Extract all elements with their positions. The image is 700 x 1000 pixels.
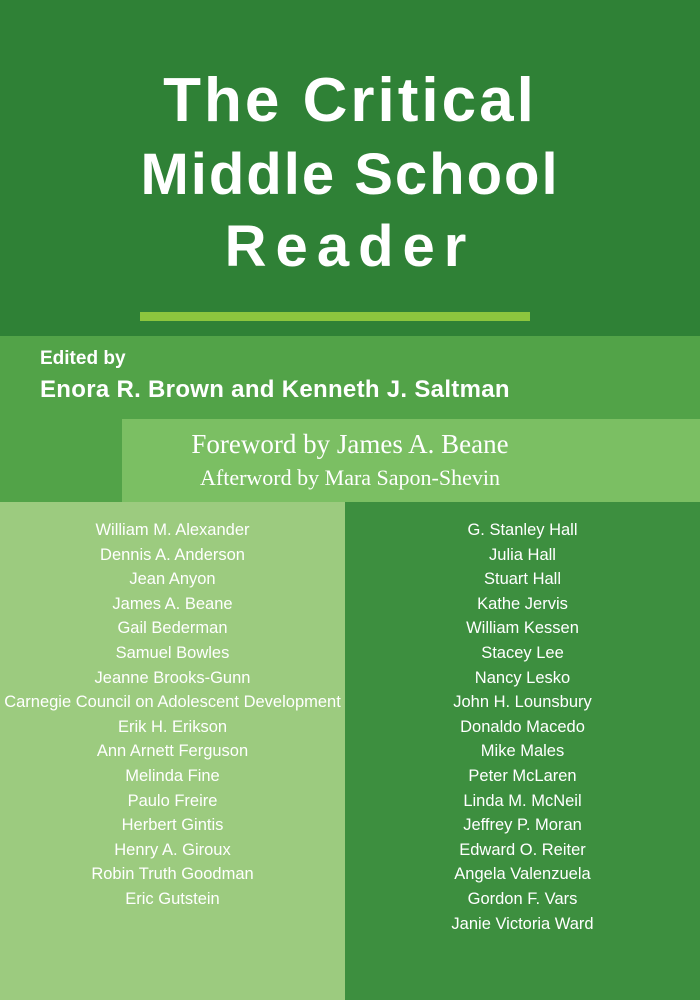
contributor-name: Jeanne Brooks-Gunn	[94, 668, 251, 687]
accent-rule	[140, 312, 530, 321]
contributor-name: Melinda Fine	[125, 766, 220, 785]
contributor-name: William Kessen	[466, 619, 579, 638]
contributor-name: Donaldo Macedo	[460, 717, 585, 736]
contributor-name: Dennis A. Anderson	[100, 545, 245, 564]
title-block	[0, 0, 700, 336]
title-line-2: Middle School	[140, 142, 560, 207]
contributor-name: Gail Bederman	[117, 619, 228, 638]
contributor-name: John H. Lounsbury	[453, 693, 592, 712]
contributor-name: Linda M. McNeil	[463, 791, 582, 810]
title-line-1: The Critical	[163, 66, 537, 135]
contributor-name: Henry A. Giroux	[114, 840, 231, 859]
contributor-name: Jean Anyon	[129, 570, 216, 589]
contributor-name: Kathe Jervis	[477, 594, 568, 613]
contributor-name: Carnegie Council on Adolescent Development	[4, 693, 341, 712]
contributor-name: Nancy Lesko	[474, 668, 571, 687]
edited-by-label: Edited by	[40, 348, 126, 369]
contributor-name: Stuart Hall	[483, 570, 562, 589]
contributor-name: Paulo Freire	[127, 791, 218, 810]
contributor-name: Edward O. Reiter	[459, 840, 586, 859]
foreword-credit: Foreword by James A. Beane	[191, 429, 509, 459]
contributor-name: Jeffrey P. Moran	[463, 816, 582, 835]
editors-names: Enora R. Brown and Kenneth J. Saltman	[40, 376, 510, 403]
contributor-name: Ann Arnett Ferguson	[96, 742, 249, 761]
afterword-credit: Afterword by Mara Sapon-Shevin	[200, 465, 500, 490]
contributor-name: Angela Valenzuela	[454, 865, 591, 884]
contributor-name: Erik H. Erikson	[117, 717, 228, 736]
contributor-name: Eric Gutstein	[125, 889, 220, 908]
editors-band	[0, 336, 700, 419]
contributor-columns	[0, 502, 700, 1000]
contributor-name: James A. Beane	[112, 594, 233, 613]
contributor-name: Peter McLaren	[468, 766, 577, 785]
contributors-column-left	[0, 502, 345, 1000]
contributor-name: Julia Hall	[489, 545, 556, 564]
contributor-name: Samuel Bowles	[115, 643, 230, 662]
contributor-name: Janie Victoria Ward	[451, 914, 594, 933]
contributor-name: Gordon F. Vars	[467, 889, 578, 908]
contributor-name: William M. Alexander	[95, 521, 250, 539]
contributor-name: G. Stanley Hall	[467, 521, 578, 539]
contributor-name: Herbert Gintis	[121, 816, 224, 835]
contributor-name: Stacey Lee	[481, 643, 564, 662]
contributors-column-right	[345, 502, 700, 1000]
title-line-3: Reader	[224, 214, 476, 279]
contributor-name: Robin Truth Goodman	[91, 865, 254, 884]
foreword-band	[0, 419, 700, 502]
contributor-name: Mike Males	[480, 742, 565, 761]
